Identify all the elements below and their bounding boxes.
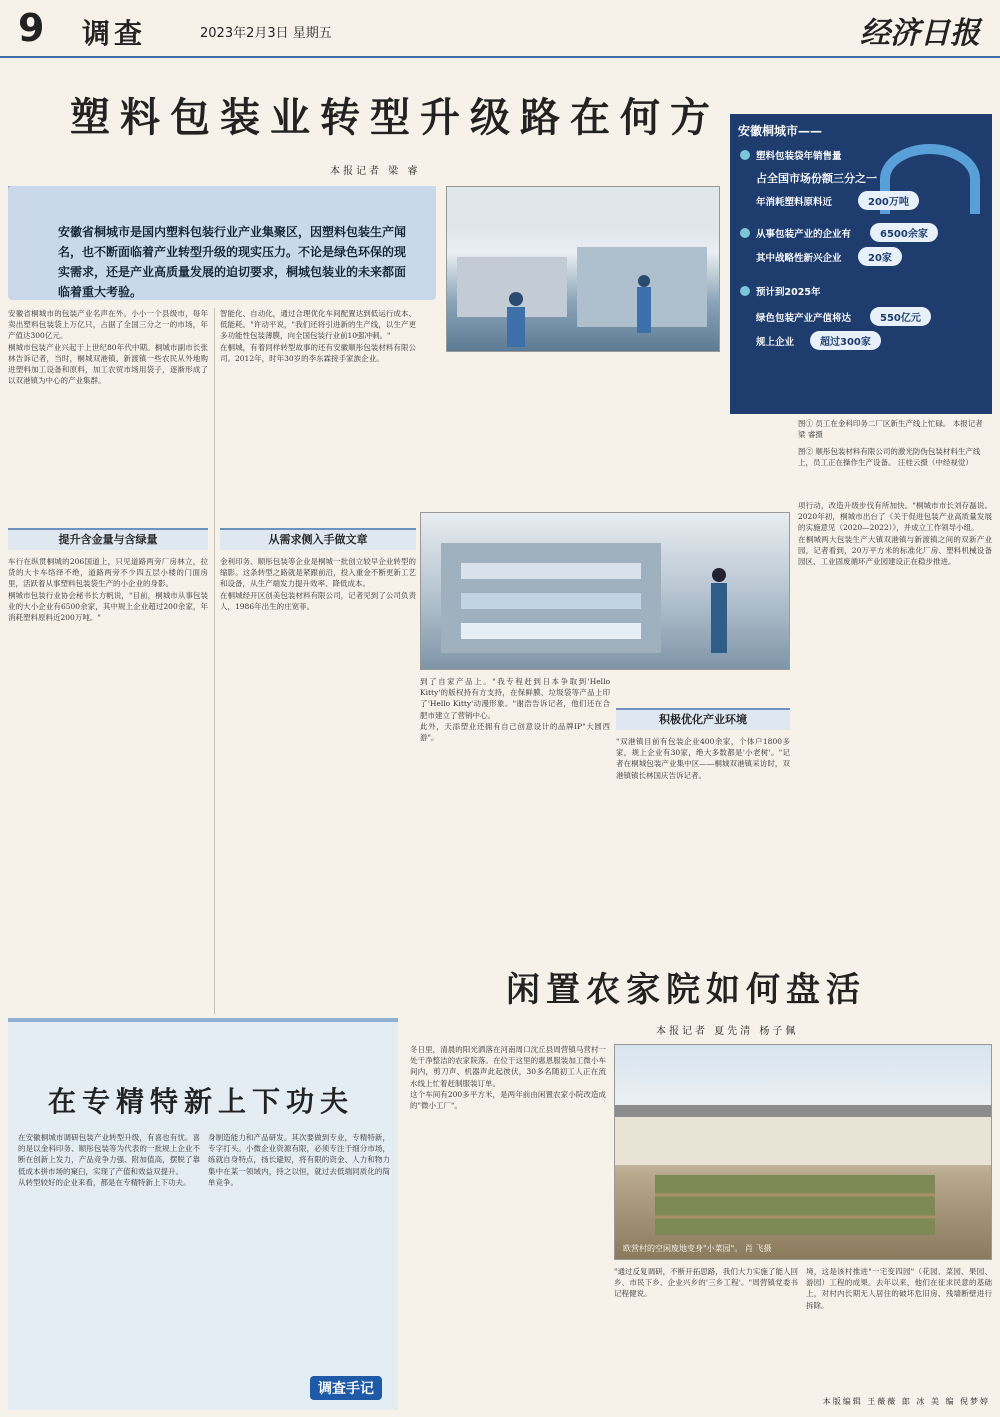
info-value-2: 200万吨 [858,191,919,210]
article1-headline: 塑料包装业转型升级路在何方 [70,95,720,141]
infographic-bullet-2 [740,228,750,238]
issue-date: 2023年2月3日 星期五 [200,26,332,41]
article2-byline: 本报记者 夏先清 杨子佩 [656,1026,799,1037]
factory-photo-2 [420,512,790,670]
infographic-title: 安徽桐城市—— [738,124,823,138]
page-editors: 本版编辑 王薇薇 郎 冰 美 编 倪梦婷 [822,1397,990,1406]
infographic-panel [730,114,992,414]
article2-col3: 境，这是该村推进"一宅变四园"（花园、菜园、果园、游园）工程的成果。去年以来，他们在征求民意的基础上，对村内长期无人居住的破坏危旧房、残墙断壁进行拆除。 [806,1267,992,1310]
article1-col3b: "双港镇目前有包装企业400余家，个体户1800多家，规上企业有30家，绝大多数都是'小老树'。"记者在桐城包装产业集中区——桐城双港镇采访时，双港镇镇长林国庆告诉记者。 [616,737,790,780]
info-value-3: 6500余家 [870,223,938,242]
factory-photo-2-graphic [421,513,790,670]
subhead-2: 从需求侧入手做文章 [220,528,416,550]
info-row-0: 塑料包装袋年销售量 [756,151,842,162]
info-row-5: 预计到2025年 [756,287,821,298]
article1-col2: 智能化、自动化，通过合理优化车间配置达到低运行成本、低能耗。"许动平说，"我们还将引进新的生产线，以生产更多功能性包装薄膜，向全国包装行业前10强冲刺。" 在桐城，有着同样转型故事的还有安徽顺彤包装材料有限公司。2012年，时年30岁的李东霖接手家族企业。 [220,309,416,363]
page-number: 9 [18,6,45,50]
info-value-4: 20家 [858,247,902,266]
article2-headline: 闲置农家院如何盘活 [506,970,866,1010]
factory-photo-1-graphic [447,187,720,352]
info-row-3: 从事包装产业的企业有 [756,229,852,240]
photo2-caption: 图② 顺彤包装材料有限公司的激光防伪包装材料生产线上，员工正在操作生产设备。 汪桂云摄（中经视觉） [798,447,981,467]
article2-col2: "通过反复调研，不断开拓思路，我们大力实施了能人回乡、市民下乡、企业兴乡的'三乡工程'。"周营镇党委书记程健说。 [614,1267,798,1299]
factory-photo-1 [446,186,720,352]
article2-col1: 冬日里，清晨的阳光洒落在河南周口沈丘县周营镇马营村一处干净整洁的农家院落。在位于这里的惠恩服装加工微小车间内，剪刀声、机器声此起彼伏，30多名随初工人正在流水线上忙着赶制服装订单。 这个车间有200多平方米，是两年前由闲置农家小院改造成的"微小工厂"。 [410,1045,606,1111]
info-row-4: 其中战略性新兴企业 [756,253,842,264]
infographic-bullet-3 [740,286,750,296]
info-row-1: 占全国市场份额三分之一 [756,172,877,185]
column-divider [214,308,215,1014]
info-value-6: 550亿元 [870,307,931,326]
info-value-7: 超过300家 [810,331,881,350]
article3-col2: 身制造能力和产品研发。其次要做到专业，专精特新，专字打头。小微企业资源有限，必须专注于细分市场，练就自身特点，扬长避短，将有限的资金、人力和物力集中在某一领域内，持之以恒，就过去低端同质化的简单竞争。 [208,1133,390,1187]
page-header [0,0,1000,58]
subhead-3: 积极优化产业环境 [616,708,790,730]
info-row-2: 年消耗塑料原料近 [756,197,833,208]
farmyard-photo [614,1044,992,1260]
article1-lead: 安徽省桐城市是国内塑料包装行业产业集聚区，因塑料包装生产闻名，也不断面临着产业转型升级的现实压力。不论是绿色环保的现实需求，还是产业高质量发展的迫切要求，桐城包装业的未来都面临着重大考验。 [8,186,436,300]
newspaper-logo: 经济日报 [860,16,980,51]
article1-col2b: 金利印务、顺彤包装等企业是桐城一批创立较早企业转型的缩影。这条转型之路就是紧跟前沿，投入重金不断更新工艺和设备，从生产端发力提升效率、降低成本。 在桐城经开区创美包装材料有限公司，记者见到了公司负责人，1986年出生的庄宽菲。 [220,557,416,611]
article1-col3: 到了自家产品上。"我专程赶到日本争取到'Hello Kitty'的版权持有方支持，在保鲜膜、垃圾袋等产品上印了'Hello Kitty'动漫形象。"谢浩告诉记者，他们还在合肥市建立了营销中心。 此外，天添塑业还拥有自己创意设计的品牌IP"大圆西游"。 [420,677,610,743]
article1-byline: 本报记者 梁 睿 [330,166,421,177]
farmyard-photo-graphic [615,1045,992,1260]
infographic-bullet-1 [740,150,750,160]
info-row-6: 绿色包装产业产值将达 [756,313,852,324]
article1-col4: 项行动，改造升级步伐有所加快。"桐城市市长刘存磊说。2020年初，桐城市出台了《关于促进包装产业高质量发展的实施意见（2020—2022）》，并成立工作领导小组。 在桐城两大包装生产大镇双港镇与新渡镇之间的双新产业园，记者看到，20万平方米的标准化厂房、塑料机械设备园区、工业固废循环产业园建设正在稳步推进。 [798,501,992,567]
article1-col1: 安徽省桐城市的包装产业名声在外。小小一个县级市，每年卖出塑料包装袋上万亿只，占据了全国三分之一的市场，年产值达300亿元。 桐城市包装产业兴起于上世纪80年代中期。桐城市副市长张林告诉记者，当时，桐城双港镇、新渡镇一些农民从外地购进塑料加工设备和原料，加工农贸市场用袋子，逐渐形成了以双港镇为中心的产业集群。 [8,309,208,386]
section-name: 调查 [82,17,147,50]
subhead-1: 提升含金量与含绿量 [8,528,208,550]
info-row-7: 规上企业 [756,337,795,348]
farmyard-photo-caption: 欧营村的空闲废地变身"小菜园"。 肖 飞摄 [623,1244,772,1253]
article3-headline: 在专精特新上下功夫 [48,1085,355,1118]
photo1-caption: 图① 员工在金科印务二厂区新生产线上忙碌。 本报记者 梁 睿摄 [798,419,983,439]
article1-col1b: 车行在纵贯桐城的206国道上，只见道路两旁厂房林立，拉货的大卡车络绎不绝，道路两旁不少四五层小楼的门面房里，活跃着从事塑料包装袋生产的小企业的身影。 桐城市包装行业协会秘书长方帆说，"目前，桐城市从事包装业的大小企业有6500余家，其中规上企业超过200余家，年消耗塑料原料近200万吨。" [8,557,208,623]
column-logo: 调查手记 [310,1376,382,1400]
article3-col1: 在安徽桐城市调研包装产业转型升级，有喜也有忧。喜的是以金科印务、顺彤包装等为代表的一批规上企业不断在创新上发力，产品竞争力强、附加值高，摆脱了靠低成本拼市场的窠臼，实现了产值和效益双提升。 从转型较好的企业来看，都是在专精特新上下功夫。 [18,1133,200,1187]
